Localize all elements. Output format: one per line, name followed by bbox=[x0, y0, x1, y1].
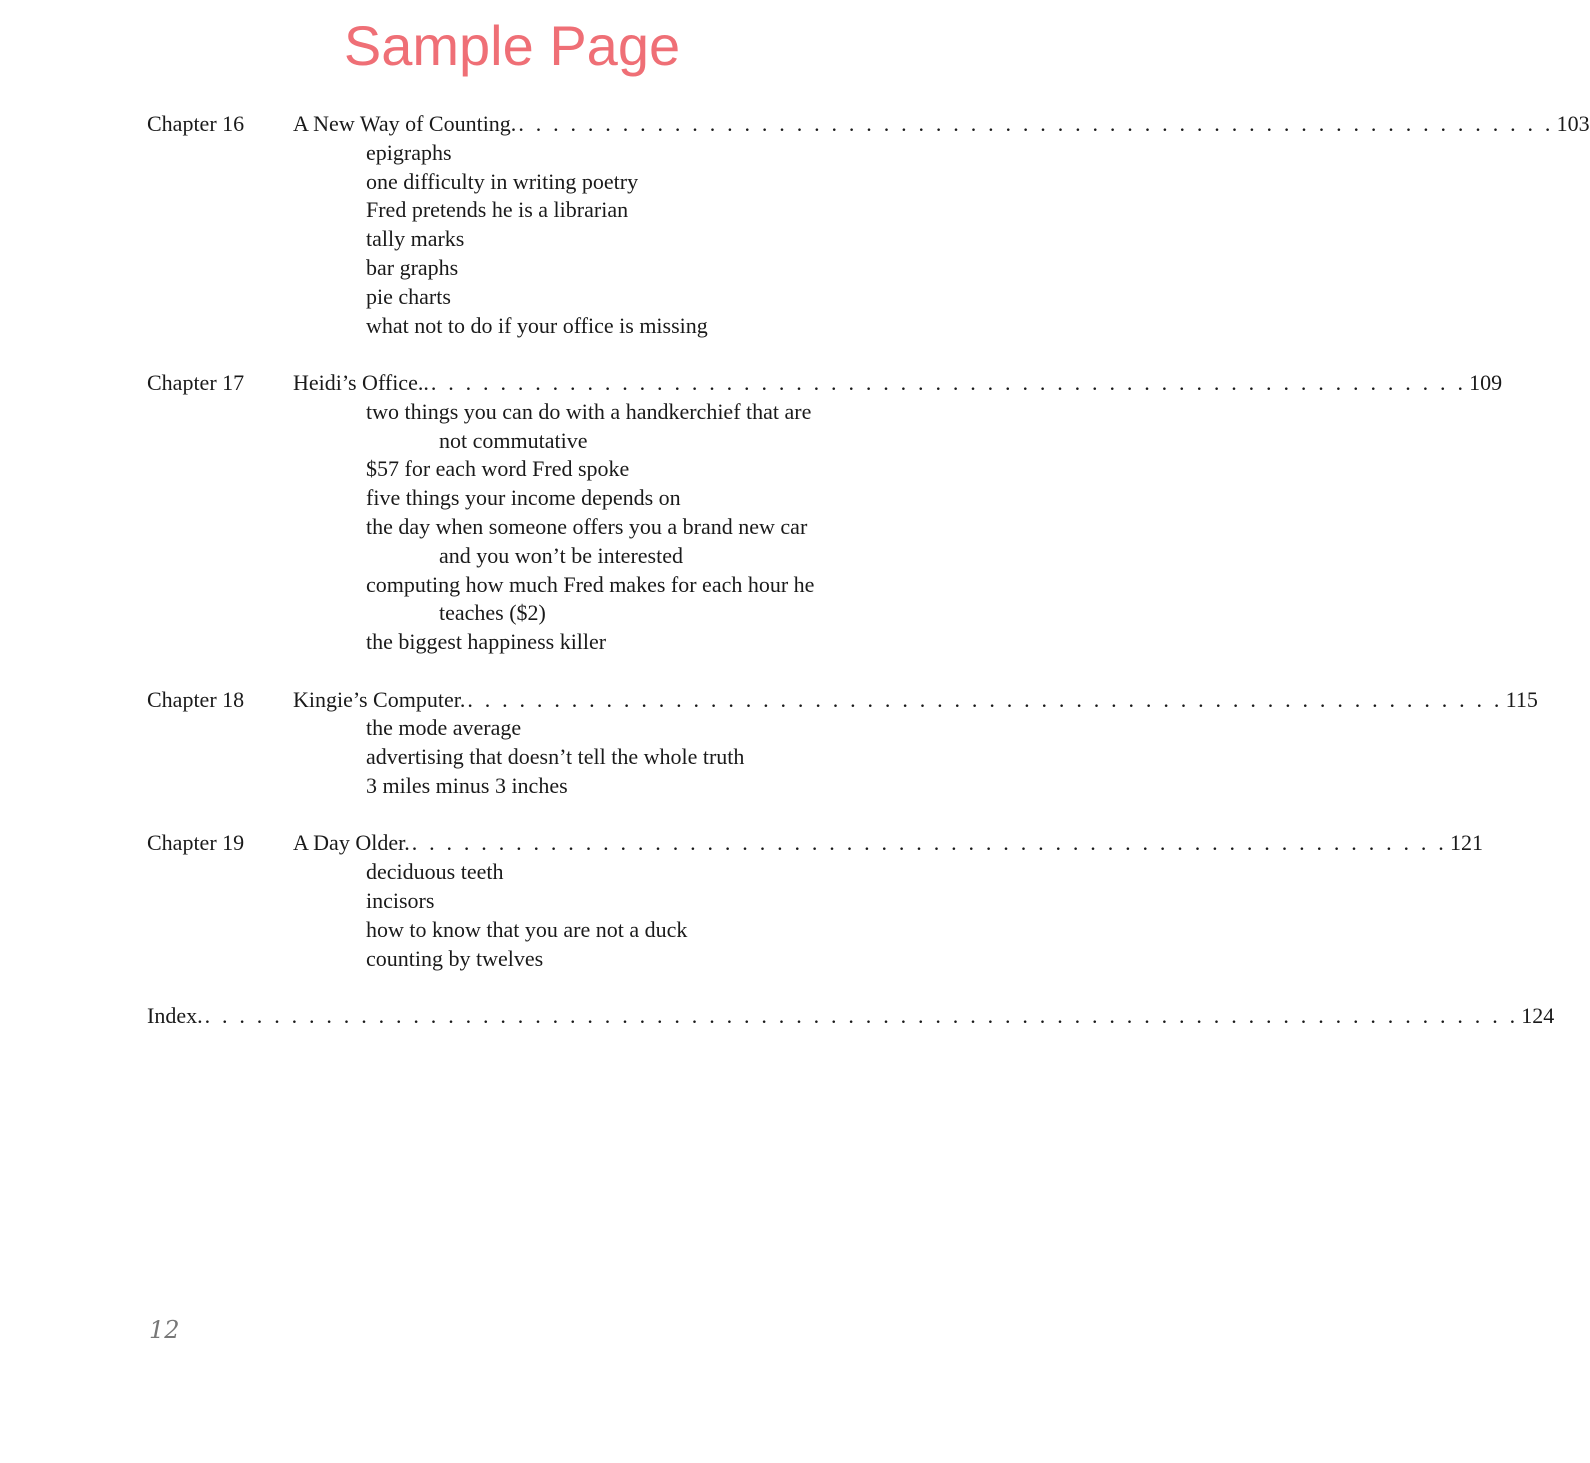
topic-line: what not to do if your office is missing bbox=[366, 312, 708, 338]
sample-page-watermark: Sample Page bbox=[343, 14, 681, 77]
chapter-title: A New Way of Counting. bbox=[293, 111, 517, 136]
topic-line: two things you can do with a handkerchief that are bbox=[366, 398, 812, 424]
topic-line: counting by twelves bbox=[366, 945, 544, 971]
dot-leader: . . . . . . . . . . . . . . . . . . . . . . . . . . . . . . . . . . . . . . . . . . . . . . . . . . . . . . . . . . . . bbox=[518, 111, 1554, 136]
topic-line: one difficulty in writing poetry bbox=[366, 168, 639, 194]
index-page-number: 124 bbox=[1521, 1002, 1555, 1028]
chapter-page-number: 103 bbox=[1556, 111, 1590, 136]
dot-leader: . . . . . . . . . . . . . . . . . . . . . . . . . . . . . . . . . . . . . . . . . . . . . . . . . . . . . . . . . . . . bbox=[430, 369, 1467, 395]
topic-line: the biggest happiness killer bbox=[366, 629, 607, 655]
topic-line: how to know that you are not a duck bbox=[366, 916, 688, 942]
dot-leader: . . . . . . . . . . . . . . . . . . . . . . . . . . . . . . . . . . . . . . . . . . . . . . . . . . . . . . . . . . . . bbox=[411, 830, 1448, 856]
chapter-number: Chapter 16 bbox=[147, 111, 245, 136]
index-entry bbox=[147, 1002, 1555, 1031]
chapter-number: Chapter 19 bbox=[147, 830, 245, 856]
chapter-16-entry bbox=[147, 110, 1590, 340]
topic-line: the mode average bbox=[366, 715, 522, 741]
topic-continuation-line: and you won’t be interested bbox=[439, 542, 683, 568]
chapter-title: A Day Older. bbox=[293, 830, 410, 856]
dot-leader: . . . . . . . . . . . . . . . . . . . . . . . . . . . . . . . . . . . . . . . . . . . . . . . . . . . . . . . . . . . . . . . . . . . . . . . . . . . . bbox=[204, 1002, 1519, 1028]
chapter-number: Chapter 17 bbox=[147, 369, 245, 395]
topic-line: epigraphs bbox=[366, 139, 452, 165]
topic-line: the day when someone offers you a brand new car bbox=[366, 513, 808, 539]
topic-line: 3 miles minus 3 inches bbox=[366, 772, 568, 798]
topic-line: bar graphs bbox=[366, 254, 459, 280]
chapter-19-entry bbox=[147, 829, 1484, 973]
topic-line: computing how much Fred makes for each hour he bbox=[366, 571, 815, 597]
index-label: Index. bbox=[147, 1002, 203, 1028]
topic-line: five things your income depends on bbox=[366, 485, 681, 511]
page-number: 12 bbox=[149, 1316, 180, 1344]
topic-line: pie charts bbox=[366, 283, 451, 309]
topic-line: Fred pretends he is a librarian bbox=[366, 197, 629, 223]
dot-leader: . . . . . . . . . . . . . . . . . . . . . . . . . . . . . . . . . . . . . . . . . . . . . . . . . . . . . . . . . . . . bbox=[467, 686, 1503, 712]
chapter-17-entry bbox=[147, 369, 1503, 657]
topic-line: tally marks bbox=[366, 226, 465, 252]
topic-continuation-line: teaches ($2) bbox=[439, 600, 546, 626]
chapter-number: Chapter 18 bbox=[147, 686, 245, 712]
chapter-title: Kingie’s Computer. bbox=[293, 686, 466, 712]
chapter-page-number: 109 bbox=[1469, 369, 1503, 395]
topic-continuation-line: not commutative bbox=[439, 427, 588, 453]
chapter-18-entry bbox=[147, 686, 1538, 801]
topic-line: deciduous teeth bbox=[366, 859, 504, 885]
chapter-title: Heidi’s Office.. bbox=[293, 369, 429, 395]
chapter-page-number: 121 bbox=[1450, 830, 1484, 856]
topic-line: $57 for each word Fred spoke bbox=[366, 456, 630, 482]
topic-line: advertising that doesn’t tell the whole truth bbox=[366, 744, 745, 770]
topic-line: incisors bbox=[366, 887, 435, 913]
table-of-contents bbox=[147, 110, 1590, 1031]
chapter-page-number: 115 bbox=[1505, 686, 1538, 712]
